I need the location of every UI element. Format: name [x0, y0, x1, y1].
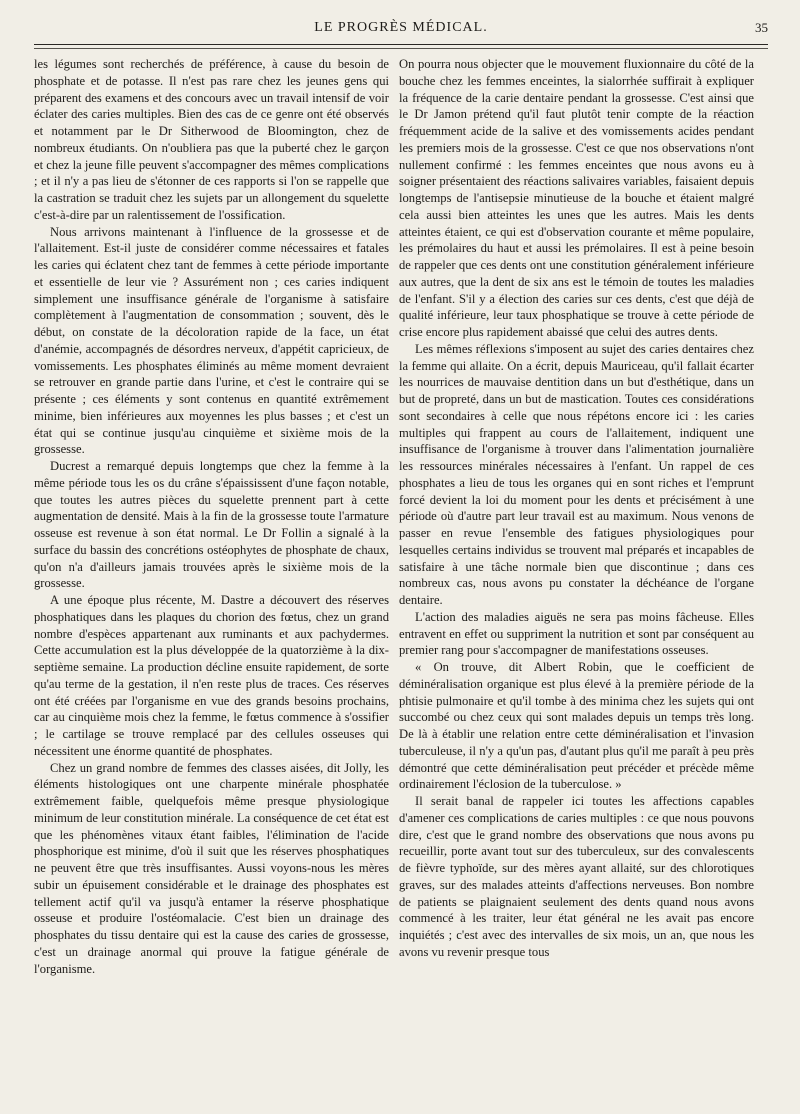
- page-number: 35: [755, 20, 768, 35]
- paragraph: « On trouve, dit Albert Robin, que le coefficient de déminéralisation organique est plus élevé à la première période de la phtisie pulmonaire et qu'il tombe à des minima chez les sujets qui ont succombé ou chez ceux qui sont malades depuis un temps très long. De là à établir une relation entre cette déminéralisation et l'invasion tuberculeuse, il n'y a qu'un pas, d'autant plus qu'il me paraît à peu près démontré que cette déminéralisation peut précéder et précède même ordinairement l'éclosion de la tuberculose. »: [399, 660, 754, 792]
- paragraph: Les mêmes réflexions s'imposent au sujet des caries dentaires chez la femme qui allaite. On a écrit, depuis Mauriceau, qu'il fallait écarter les nourrices de mauvaise dentition dans un but d'esthétique, dans un but de propreté, dans un but de mastication. Toutes ces considérations sont secondaires à celle que nous répétons encore ici : les caries multiples qui frappent au cours de l'allaitement, indiquent une insuffisance de l'organisme à trouver dans l'alimentation journalière les ressources minérales nécessaires à l'enfant. Un rappel de ces phosphates a lieu de tous les organes qui en sont riches et l'emprunt forcé devient la loi du moment pour les dents et précisément à une période où d'autre part leur travail est au maximum. Nous venons de passer en revue l'ensemble des fatigues physiologiques pour lesquelles certains individus se trouvent mal préparés et incapables de satisfaire à une tâche normale bien que discontinue ; dans ces nombreux cas, nous avons pu constater la déchéance de l'organe dentaire.: [399, 341, 754, 607]
- header-rule: [34, 44, 768, 45]
- left-column: [34, 56, 389, 1096]
- paragraph: Ducrest a remarqué depuis longtemps que chez la femme à la même période tous les os du crâne s'épaississent d'une façon notable, que toutes les autres pièces du squelette prennent part à cette augmentation de densité. Mais à la fin de la grossesse toute l'armature osseuse est revenue à son état normal. Le Dr Follin a signalé à la surface du bassin des concrétions ostéophytes de phosphate de chaux, qu'on n'a d'ailleurs jamais trouvées après le sixième mois de la grossesse.: [34, 459, 389, 591]
- right-column: [399, 56, 754, 1096]
- paragraph: Nous arrivons maintenant à l'influence de la grossesse et de l'allaitement. Est-il juste de considérer comme nécessaires et fatales les caries qui éclatent chez tant de femmes à cette période importante et essentielle de leur vie ? Assurément non ; ces caries indiquent simplement une insuffisance générale de l'organisme à satisfaire complètement à l'augmentation de consommation ; souvent, dès le début, on constate de la décoloration rapide de la face, un état d'anémie, accompagnés de désordres nerveux, d'appétit capricieux, de vomissements. Les phosphates éliminés au même moment devraient se retrouver en grande partie dans l'urine, et c'est le contraire qui se présente ; ces éléments y sont contenus en quantité extrêmement minime, bien inférieures aux moyennes les plus basses ; et c'est un état qui se continue jusqu'au cinquième et sixième mois de la grossesse.: [34, 224, 389, 457]
- paragraph: On pourra nous objecter que le mouvement fluxionnaire du côté de la bouche chez les femmes enceintes, la sialorrhée suffirait à expliquer la fréquence de la carie dentaire pendant la grossesse. C'est ainsi que le Dr Jamon prétend qu'il faut plutôt tenir compte de la réaction fréquemment acide de la salive et des vomissements acides pendant les premiers mois de la grossesse. C'est ce que nos observations n'ont nullement confirmé : les femmes enceintes que nous avons eu à soigner présentaient des réactions salivaires variables, faisaient depuis longtemps de l'antisepsie minutieuse de la bouche et étaient malgré cela aussi bien atteintes les unes que les autres. Mais les dents atteintes étaient, ce qui est d'observation courante et même populaire, les prémolaires du haut et aussi les prémolaires. Il est à peine besoin de rappeler que ces dents ont une constitution généralement inférieure aux autres, que la dent de six ans est le témoin de toutes les maladies de l'enfant. S'il y a élection des caries sur ces dents, c'est que déjà de qualité inférieure, leur taux phosphatique se trouve à cette période de crise encore plus rapidement abaissé que celui des autres dents.: [399, 57, 754, 339]
- running-header: [34, 20, 768, 44]
- paragraph: L'action des maladies aiguës ne sera pas moins fâcheuse. Elles entravent en effet ou suppriment la nutrition et sont par conséquent au premier rang pour s'accompagner de manifestations osseuses.: [399, 609, 754, 658]
- paragraph: les légumes sont recherchés de préférence, à cause du besoin de phosphate et de potasse. Il n'est pas rare chez les jeunes gens qui préparent des examens et des concours avec un travail intensif de voir éclater des caries multiples. Bien des cas de ce genre ont été observés et notamment par le Dr Sitherwood de Bloomington, chez de nombreux étudiants. On n'oubliera pas que la puberté chez le garçon et chez la jeune fille peuvent s'accompagner des mêmes complications ; et il n'y a pas lieu de s'étonner de ces rapports si l'on se rappelle que la castration se traduit chez les sujets par un allongement du squelette c'est-à-dire par un ralentissement de l'ossification.: [34, 57, 389, 222]
- journal-title: LE PROGRÈS MÉDICAL.: [314, 20, 488, 35]
- paragraph: A une époque plus récente, M. Dastre a découvert des réserves phosphatiques dans les plaques du chorion des fœtus, chez un grand nombre d'espèces appartenant aux ruminants et aux pachydermes. Cette accumulation est la plus développée de la quatorzième à la dix-septième semaine. La production décline ensuite rapidement, de sorte qu'au terme de la gestation, il n'en reste plus de traces. Ces réserves ont été créées par l'organisme en vue des grands besoins prochains, car au cinquième mois chez la femme, le fœtus commence à s'ossifier ; le cartilage se trouve remplacé par des cellules osseuses qui nécessitent une énorme quantité de phosphates.: [34, 593, 389, 758]
- paragraph: Il serait banal de rappeler ici toutes les affections capables d'amener ces complications de caries multiples : ce que nous pouvons dire, c'est que le grand nombre des observations que nous avons pu recueillir, porte avant tout sur des tuberculeux, sur des convalescents de fièvre typhoïde, sur des mères ayant allaité, sur des chlorotiques graves, sur des malades atteints d'affections nerveuses. Bon nombre de patients se plaignaient seulement des dents quand nous avons commencé à les traiter, leur état général ne les avait pas encore inquiétés ; c'est avec des intervalles de six mois, un an, que nous les avons vu revenir presque tous: [399, 794, 754, 959]
- header-rule-thin: [34, 48, 768, 49]
- paragraph: Chez un grand nombre de femmes des classes aisées, dit Jolly, les éléments histologiques ont une charpente minérale phosphatée extrêmement faible, quelquefois même presque physiologique minimum de leur constitution minérale. La conséquence de cet état est que les phénomènes vitaux étant faibles, l'élimination de l'acide phosphorique est minime, d'où il suit que les réserves phosphatiques ne peuvent être que très insuffisantes. Aussi voyons-nous les mères subir un épuisement considérable et le drainage des phosphates est tellement actif qu'il va jusqu'à entamer la réserve phosphatique osseuse et produire l'ostéomalacie. C'est bien un drainage des phosphates du tissu dentaire qui est la cause des caries de grossesse, c'est un drainage anormal qui prouve la fatigue générale de l'organisme.: [34, 760, 389, 976]
